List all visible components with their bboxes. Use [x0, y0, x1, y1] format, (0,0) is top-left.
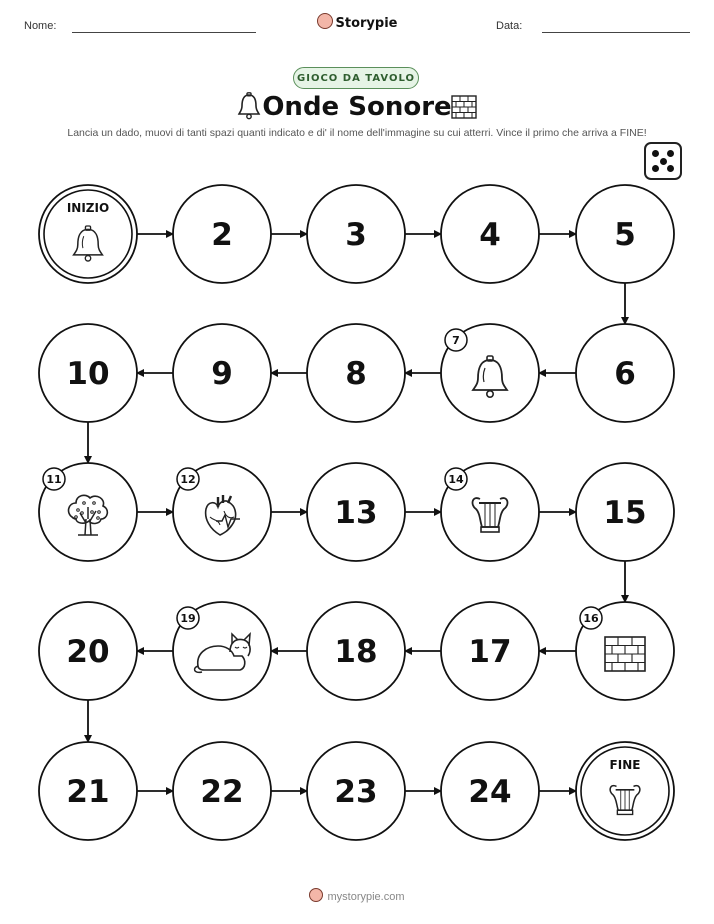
space-number: 23	[334, 774, 378, 810]
board-space-1	[39, 185, 137, 283]
date-label: Data:	[496, 20, 523, 32]
board-space-8	[307, 324, 405, 422]
space-number: 18	[334, 634, 378, 670]
board-space-19	[173, 602, 271, 700]
board-space-14	[441, 463, 539, 561]
space-number: 11	[46, 473, 62, 486]
board-space-17	[441, 602, 539, 700]
board-space-25	[576, 742, 674, 840]
board-space-3	[307, 185, 405, 283]
board-space-5	[576, 185, 674, 283]
game-type-badge: GIOCO DA TAVOLO	[293, 67, 419, 89]
space-number: 16	[583, 612, 599, 625]
space-label: FINE	[609, 758, 641, 772]
name-label: Nome:	[24, 20, 57, 32]
footer-url: mystorypie.com	[327, 891, 405, 903]
board-space-22	[173, 742, 271, 840]
board-space-18	[307, 602, 405, 700]
board-space-12	[173, 463, 271, 561]
board-space-6	[576, 324, 674, 422]
board-space-16	[576, 602, 674, 700]
board-space-24	[441, 742, 539, 840]
space-number: 22	[200, 774, 244, 810]
space-number: 13	[334, 495, 378, 531]
space-number: 9	[211, 356, 233, 392]
space-number: 19	[180, 612, 196, 625]
board-space-10	[39, 324, 137, 422]
space-number: 15	[603, 495, 647, 531]
space-number: 2	[211, 217, 233, 253]
space-number: 7	[452, 334, 460, 347]
page-title: Onde Sonore	[262, 92, 452, 122]
space-label: INIZIO	[66, 201, 110, 215]
instructions-text: Lancia un dado, muovi di tanti spazi quanti indicato e di' il nome dell'immagine su cui atterri. Vince il primo che arriva a FINE!	[67, 127, 647, 139]
board-space-13	[307, 463, 405, 561]
space-number: 24	[468, 774, 512, 810]
brand-name: Storypie	[335, 16, 398, 31]
board-space-11	[39, 463, 137, 561]
space-number: 14	[448, 473, 464, 486]
board-space-21	[39, 742, 137, 840]
space-number: 4	[479, 217, 501, 253]
space-number: 6	[614, 356, 636, 392]
board-space-7	[441, 324, 539, 422]
board-space-20	[39, 602, 137, 700]
space-number: 8	[345, 356, 367, 392]
space-number: 17	[468, 634, 512, 670]
space-number: 10	[66, 356, 110, 392]
board-space-9	[173, 324, 271, 422]
board-space-15	[576, 463, 674, 561]
space-circle	[39, 185, 137, 283]
board-space-2	[173, 185, 271, 283]
space-number: 3	[345, 217, 367, 253]
footer	[0, 888, 714, 903]
space-number: 20	[66, 634, 110, 670]
board-space-23	[307, 742, 405, 840]
storypie-logo-icon	[309, 888, 323, 902]
space-number: 12	[180, 473, 196, 486]
space-number: 21	[66, 774, 110, 810]
space-number: 5	[614, 217, 636, 253]
board-space-4	[441, 185, 539, 283]
